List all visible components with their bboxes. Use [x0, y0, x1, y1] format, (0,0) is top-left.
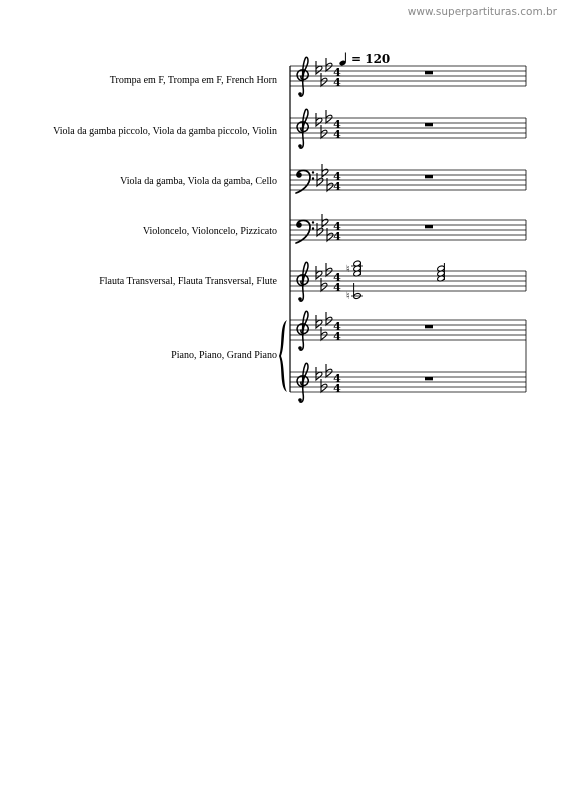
- time-signature-denominator: 4: [333, 76, 341, 89]
- time-signature-numerator: 4: [333, 170, 341, 183]
- time-signature-denominator: 4: [333, 281, 341, 294]
- instrument-label-piano: Piano, Piano, Grand Piano: [171, 350, 277, 361]
- staff-piano-lower: [290, 363, 526, 402]
- staff-horn: [290, 57, 526, 96]
- time-signature-denominator: 4: [333, 230, 341, 243]
- watermark: www.superpartituras.com.br: [407, 6, 557, 18]
- instrument-label-pizzicato: Violoncelo, Violoncelo, Pizzicato: [142, 226, 277, 237]
- instrument-label-violin: Viola da gamba piccolo, Viola da gamba piccolo, Violin: [53, 126, 277, 137]
- natural-icon: ♮: [346, 264, 350, 275]
- staff-cello: [290, 164, 526, 193]
- staff-piano-upper: [290, 311, 526, 350]
- time-signature-numerator: 4: [333, 66, 341, 79]
- instrument-label-horn: Trompa em F, Trompa em F, French Horn: [109, 75, 277, 86]
- piano-brace: [279, 320, 287, 392]
- time-signature-denominator: 4: [333, 128, 341, 141]
- time-signature-denominator: 4: [333, 180, 341, 193]
- staff-flute: [290, 260, 526, 302]
- staff-violin: [290, 109, 526, 148]
- flute-chord-2: [437, 263, 445, 282]
- time-signature-numerator: 4: [333, 320, 341, 333]
- instrument-label-cello: Viola da gamba, Viola da gamba, Cello: [120, 176, 277, 187]
- natural-icon: ♮: [346, 291, 350, 302]
- time-signature-numerator: 4: [333, 271, 341, 284]
- time-signature-numerator: 4: [333, 220, 341, 233]
- staff-pizzicato: [290, 214, 526, 243]
- time-signature-denominator: 4: [333, 330, 341, 343]
- time-signature-numerator: 4: [333, 118, 341, 131]
- instrument-label-flute: Flauta Transversal, Flauta Transversal, Flute: [99, 276, 277, 287]
- time-signature-denominator: 4: [333, 382, 341, 395]
- tempo-value: = 120: [351, 52, 391, 66]
- time-signature-numerator: 4: [333, 372, 341, 385]
